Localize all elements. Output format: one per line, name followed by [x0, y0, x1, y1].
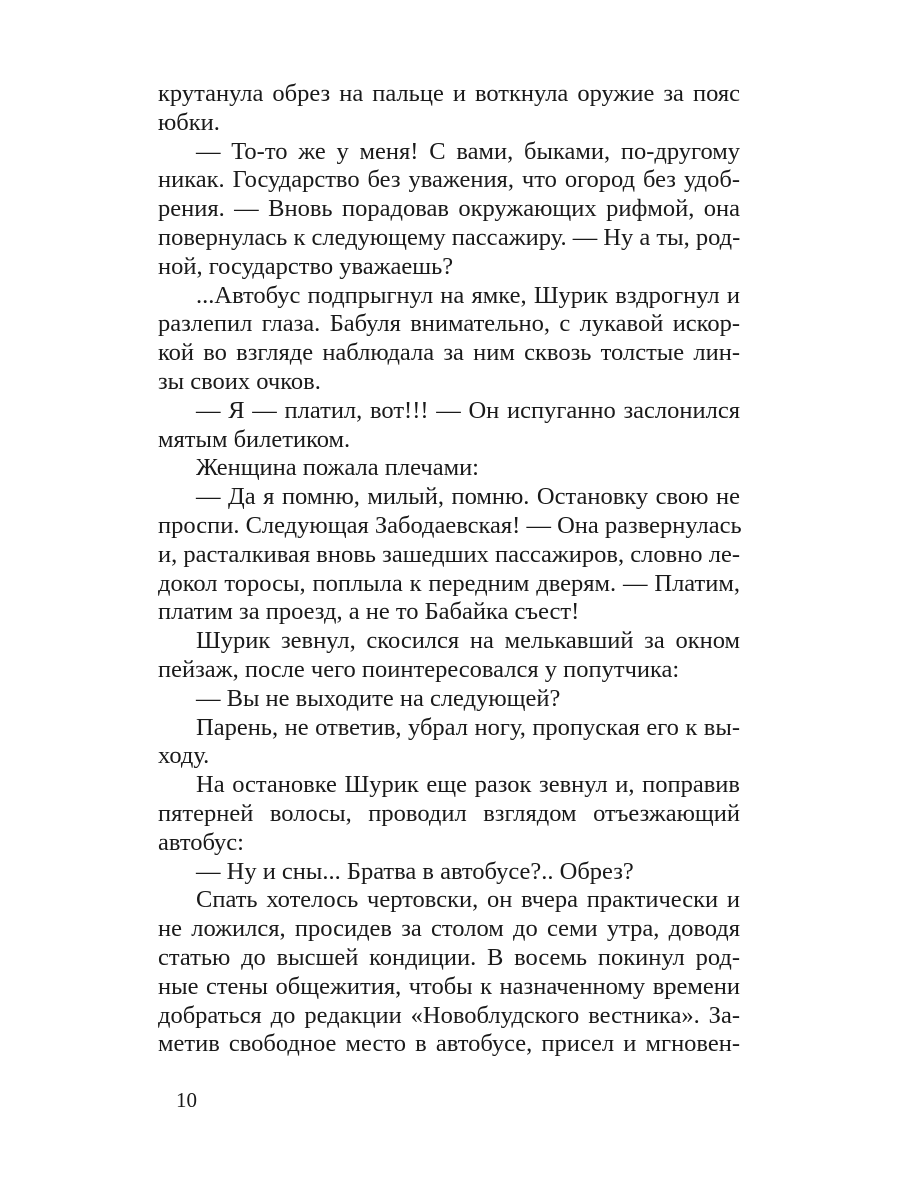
text-line: статью до высшей кондиции. В восемь покинул род- [158, 943, 740, 971]
text-line: ной, государство уважаешь? [158, 252, 454, 280]
text-line: ...Автобус подпрыгнул на ямке, Шурик вздрогнул и [196, 281, 740, 309]
text-line: проспи. Следующая Забодаевская! — Она развернулась [158, 511, 742, 539]
text-line: добраться до редакции «Новоблудского вестника». За- [158, 1001, 740, 1029]
text-line: — Вы не выходите на следующей? [196, 684, 561, 712]
text-line: кой во взгляде наблюдала за ним сквозь толстые лин- [158, 339, 740, 367]
text-line: ходу. [158, 742, 210, 770]
text-line: — То-то же у меня! С вами, быками, по-другому [196, 137, 740, 165]
text-line: платим за проезд, а не то Бабайка съест! [158, 598, 580, 626]
text-line: — Да я помню, милый, помню. Остановку свою не [196, 483, 740, 511]
text-line: пейзаж, после чего поинтересовался у попутчика: [158, 655, 680, 683]
text-line: Шурик зевнул, скосился на мелькавший за окном [196, 627, 740, 655]
text-line: метив свободное место в автобусе, присел и мгновен- [158, 1030, 740, 1058]
text-line: и, расталкивая вновь зашедших пассажиров, словно ле- [158, 540, 740, 568]
text-line: мятым билетиком. [158, 425, 351, 453]
text-line: — Ну и сны... Братва в автобусе?.. Обрез? [196, 857, 634, 885]
text-line: разлепил глаза. Бабуля внимательно, с лукавой искор- [158, 310, 740, 338]
text-line: юбки. [158, 108, 220, 136]
text-line: Парень, не ответив, убрал ногу, пропуская его к вы- [196, 713, 740, 741]
text-line: — Я — платил, вот!!! — Он испуганно заслонился [196, 396, 740, 424]
text-line: Спать хотелось чертовски, он вчера практически и [196, 886, 740, 914]
text-line: ные стены общежития, чтобы к назначенному времени [158, 972, 740, 1000]
body-text [158, 80, 740, 1059]
text-line: Женщина пожала плечами: [196, 454, 479, 482]
text-line: На остановке Шурик еще разок зевнул и, поправив [196, 771, 740, 799]
text-line: автобус: [158, 828, 244, 856]
text-line: крутанула обрез на пальце и воткнула оружие за пояс [158, 80, 740, 107]
text-line: докол торосы, поплыла к передним дверям. — Платим, [158, 569, 740, 597]
text-line: никак. Государство без уважения, что огород без удоб- [158, 166, 740, 194]
page-number: 10 [176, 1088, 197, 1112]
text-line: рения. — Вновь порадовав окружающих рифмой, она [158, 195, 740, 223]
text-line: повернулась к следующему пассажиру. — Ну а ты, род- [158, 223, 741, 251]
text-line: зы своих очков. [158, 367, 321, 395]
text-line: пятерней волосы, проводил взглядом отъезжающий [158, 799, 740, 827]
text-line: не ложился, просидев за столом до семи утра, доводя [158, 915, 740, 943]
